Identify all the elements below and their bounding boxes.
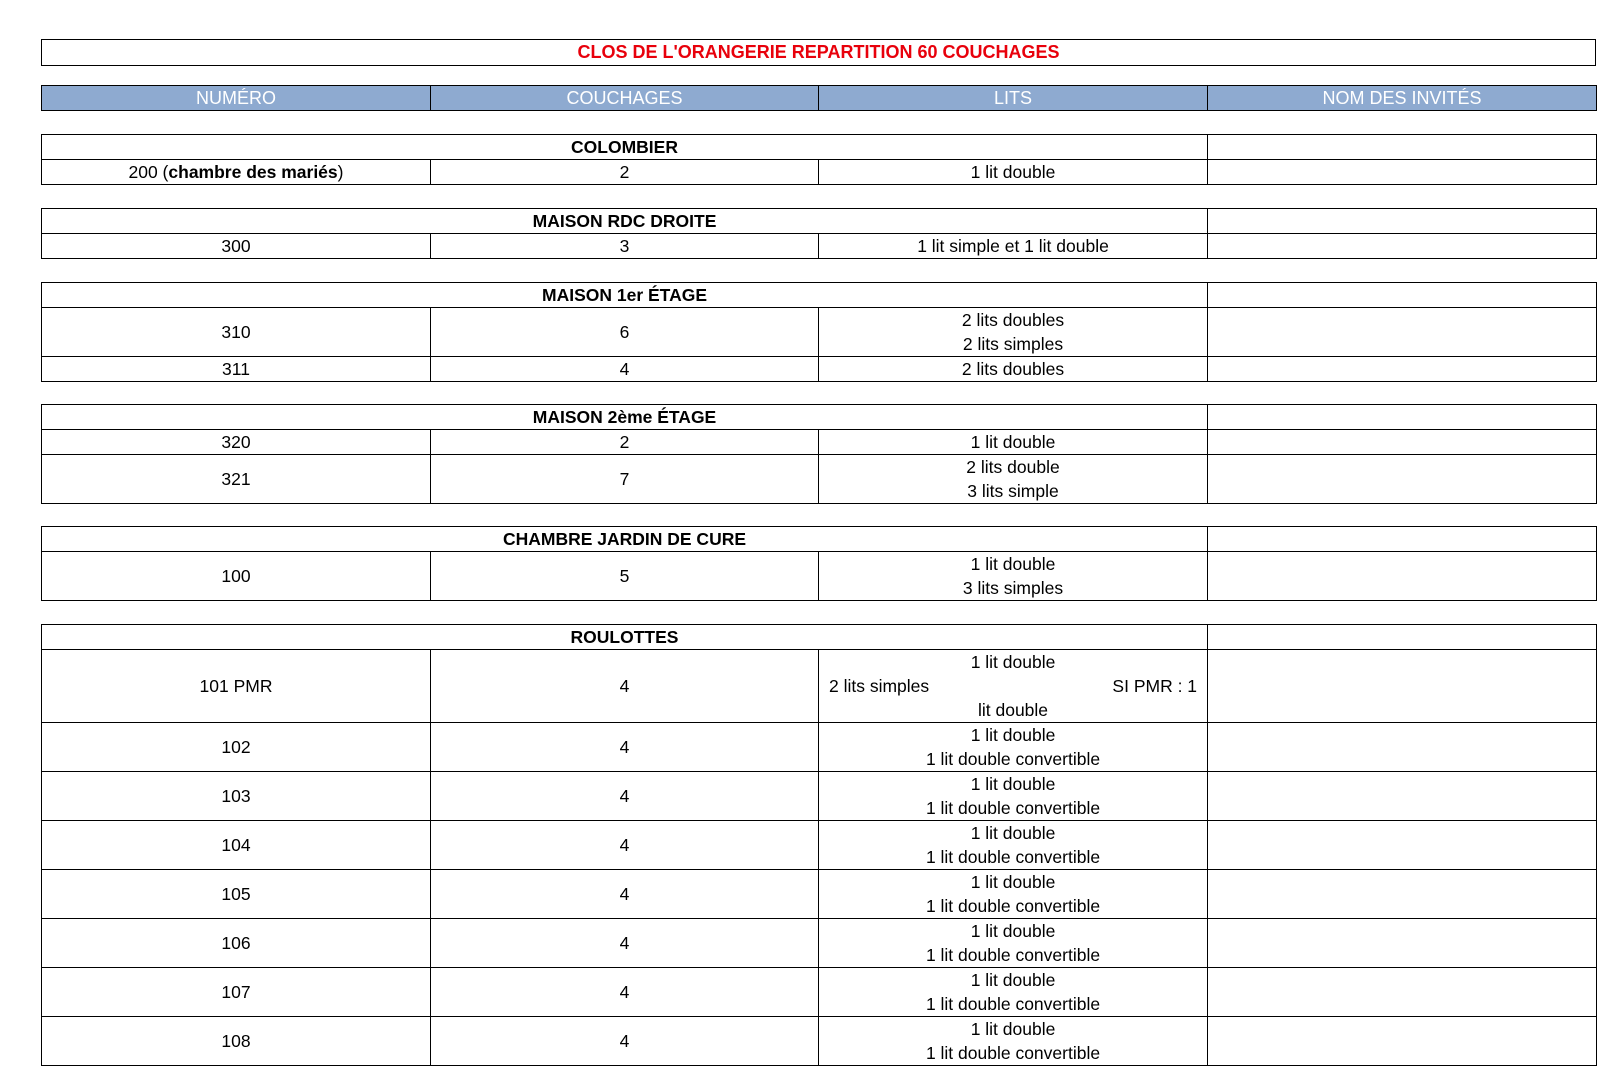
bed-count: 4 bbox=[431, 772, 819, 821]
section-roulottes bbox=[41, 624, 1597, 1066]
table-row bbox=[42, 160, 1597, 185]
bed-count: 4 bbox=[431, 650, 819, 723]
section-title: ROULOTTES bbox=[42, 625, 1208, 650]
bed-count: 4 bbox=[431, 821, 819, 870]
bed-count: 2 bbox=[431, 160, 819, 185]
room-number: 321 bbox=[42, 455, 431, 504]
room-number: 320 bbox=[42, 430, 431, 455]
section-jardin-cure bbox=[41, 526, 1597, 601]
bed-count: 4 bbox=[431, 1017, 819, 1066]
room-number: 100 bbox=[42, 552, 431, 601]
bed-count: 6 bbox=[431, 308, 819, 357]
bed-count: 5 bbox=[431, 552, 819, 601]
bed-count: 4 bbox=[431, 870, 819, 919]
bed-types: 2 lits doubles 2 lits simples bbox=[819, 308, 1208, 357]
table-row bbox=[42, 455, 1597, 504]
table-row bbox=[42, 870, 1597, 919]
table-row bbox=[42, 1017, 1597, 1066]
bed-count: 7 bbox=[431, 455, 819, 504]
room-number: 105 bbox=[42, 870, 431, 919]
room-number: 200 (chambre des mariés) bbox=[42, 160, 431, 185]
guest-name-cell[interactable] bbox=[1208, 135, 1597, 160]
guest-name-cell[interactable] bbox=[1208, 308, 1597, 357]
table-row bbox=[42, 552, 1597, 601]
bed-count: 2 bbox=[431, 430, 819, 455]
guest-name-cell[interactable] bbox=[1208, 527, 1597, 552]
room-number: 310 bbox=[42, 308, 431, 357]
table-row bbox=[42, 234, 1597, 259]
guest-name-cell[interactable] bbox=[1208, 234, 1597, 259]
room-number: 106 bbox=[42, 919, 431, 968]
room-number: 311 bbox=[42, 357, 431, 382]
bed-types: 1 lit double 3 lits simples bbox=[819, 552, 1208, 601]
header-numero: NUMÉRO bbox=[42, 86, 431, 111]
guest-name-cell[interactable] bbox=[1208, 772, 1597, 821]
bed-types: 2 lits double 3 lits simple bbox=[819, 455, 1208, 504]
bed-types: 1 lit double 2 lits simples SI PMR : 1 lit double bbox=[819, 650, 1208, 723]
table-row bbox=[42, 308, 1597, 357]
guest-name-cell[interactable] bbox=[1208, 430, 1597, 455]
table-row bbox=[42, 919, 1597, 968]
guest-name-cell[interactable] bbox=[1208, 919, 1597, 968]
bed-types: 1 lit double bbox=[819, 160, 1208, 185]
guest-name-cell[interactable] bbox=[1208, 821, 1597, 870]
table-row bbox=[42, 968, 1597, 1017]
bed-types: 1 lit double 1 lit double convertible bbox=[819, 772, 1208, 821]
section-deuxieme-etage bbox=[41, 404, 1597, 504]
document-title: CLOS DE L'ORANGERIE REPARTITION 60 COUCHAGES bbox=[41, 39, 1596, 66]
guest-name-cell[interactable] bbox=[1208, 723, 1597, 772]
bed-types: 1 lit double 1 lit double convertible bbox=[819, 1017, 1208, 1066]
table-row bbox=[42, 723, 1597, 772]
table-row bbox=[42, 821, 1597, 870]
bed-types: 1 lit double 1 lit double convertible bbox=[819, 968, 1208, 1017]
header-lits: LITS bbox=[819, 86, 1208, 111]
section-title: MAISON RDC DROITE bbox=[42, 209, 1208, 234]
section-title: COLOMBIER bbox=[42, 135, 1208, 160]
guest-name-cell[interactable] bbox=[1208, 552, 1597, 601]
guest-name-cell[interactable] bbox=[1208, 209, 1597, 234]
bed-count: 4 bbox=[431, 723, 819, 772]
bed-count: 4 bbox=[431, 919, 819, 968]
guest-name-cell[interactable] bbox=[1208, 455, 1597, 504]
room-number: 102 bbox=[42, 723, 431, 772]
room-number: 101 PMR bbox=[42, 650, 431, 723]
guest-name-cell[interactable] bbox=[1208, 870, 1597, 919]
header-noms: NOM DES INVITÉS bbox=[1208, 86, 1597, 111]
room-number: 300 bbox=[42, 234, 431, 259]
guest-name-cell[interactable] bbox=[1208, 405, 1597, 430]
guest-name-cell[interactable] bbox=[1208, 650, 1597, 723]
bed-types: 1 lit double 1 lit double convertible bbox=[819, 723, 1208, 772]
bed-count: 3 bbox=[431, 234, 819, 259]
guest-name-cell[interactable] bbox=[1208, 968, 1597, 1017]
guest-name-cell[interactable] bbox=[1208, 283, 1597, 308]
table-row bbox=[42, 357, 1597, 382]
table-row bbox=[42, 430, 1597, 455]
column-header-table bbox=[41, 85, 1597, 111]
room-number: 104 bbox=[42, 821, 431, 870]
room-number: 103 bbox=[42, 772, 431, 821]
bed-types: 1 lit double bbox=[819, 430, 1208, 455]
table-row bbox=[42, 650, 1597, 723]
section-title: MAISON 2ème ÉTAGE bbox=[42, 405, 1208, 430]
section-rdc-droite bbox=[41, 208, 1597, 259]
bed-types: 1 lit double 1 lit double convertible bbox=[819, 870, 1208, 919]
guest-name-cell[interactable] bbox=[1208, 357, 1597, 382]
section-colombier bbox=[41, 134, 1597, 185]
bed-types: 2 lits doubles bbox=[819, 357, 1208, 382]
guest-name-cell[interactable] bbox=[1208, 625, 1597, 650]
bed-types: 1 lit simple et 1 lit double bbox=[819, 234, 1208, 259]
section-premier-etage bbox=[41, 282, 1597, 382]
room-number: 108 bbox=[42, 1017, 431, 1066]
table-row bbox=[42, 772, 1597, 821]
bed-count: 4 bbox=[431, 357, 819, 382]
guest-name-cell[interactable] bbox=[1208, 1017, 1597, 1066]
guest-name-cell[interactable] bbox=[1208, 160, 1597, 185]
section-title: CHAMBRE JARDIN DE CURE bbox=[42, 527, 1208, 552]
room-number: 107 bbox=[42, 968, 431, 1017]
section-title: MAISON 1er ÉTAGE bbox=[42, 283, 1208, 308]
header-couchages: COUCHAGES bbox=[431, 86, 819, 111]
bed-types: 1 lit double 1 lit double convertible bbox=[819, 919, 1208, 968]
bed-count: 4 bbox=[431, 968, 819, 1017]
bed-types: 1 lit double 1 lit double convertible bbox=[819, 821, 1208, 870]
